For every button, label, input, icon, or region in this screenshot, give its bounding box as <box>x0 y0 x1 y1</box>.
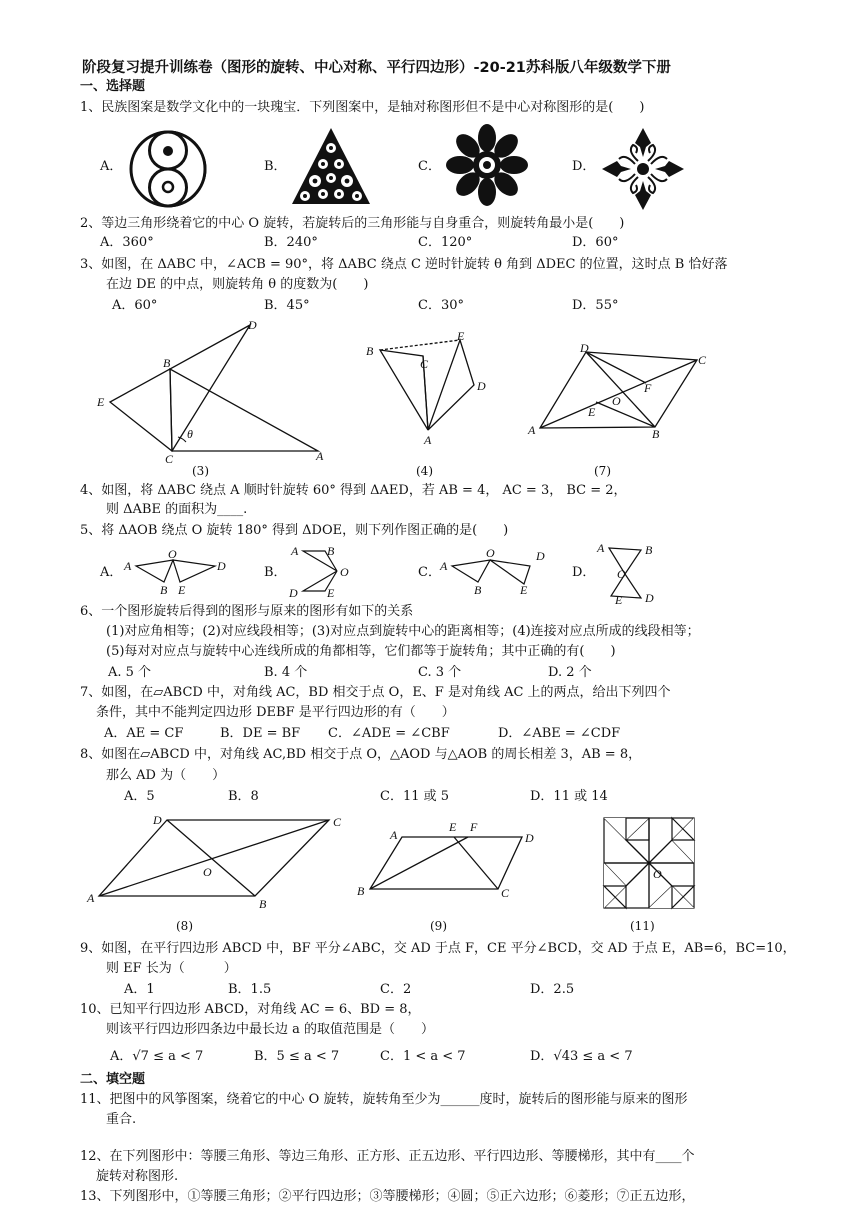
q5b-label-e: E <box>327 586 335 600</box>
fig9-label-f: F <box>470 820 478 834</box>
q5d-label-o: O <box>617 567 626 581</box>
figure-11-pinwheel <box>598 812 700 914</box>
q13-line1: 13、下列图形中，①等腰三角形；②平行四边形；③等腰梯形；④圆；⑤正六边形；⑥菱形；⑦正五边形， <box>80 1189 695 1204</box>
fig8-label-o: O <box>203 865 212 879</box>
page-title: 阶段复习提升训练卷（图形的旋转、中心对称、平行四边形）-20-21苏科版八年级数学下册 <box>82 60 671 76</box>
q5-option-b: B． <box>264 565 287 580</box>
figure-9-parallelogram <box>350 815 550 900</box>
q1-option-c: C． <box>418 159 441 174</box>
caption-fig4: (4) <box>416 464 433 478</box>
caption-fig11: (11) <box>630 919 655 933</box>
q2-option-b: B．240° <box>264 235 318 250</box>
pinwheel-flower-pattern <box>446 124 528 206</box>
fig4-label-b: B <box>366 344 374 358</box>
q5-figure-c <box>440 546 555 597</box>
q7-option-d: D．∠ABE = ∠CDF <box>498 726 621 741</box>
q5a-label-o: O <box>168 547 177 561</box>
q7-line1: 7、如图，在▱ABCD 中，对角线 AC，BD 相交于点 O，E、F 是对角线 AC 上的两点，给出下列四个 <box>80 685 671 700</box>
q8-option-a: A．5 <box>124 789 155 804</box>
q6-option-d: D. 2 个 <box>548 665 592 680</box>
fig3-label-theta: θ <box>187 427 193 441</box>
section-fill: 二、填空题 <box>80 1072 146 1087</box>
section-choice: 一、选择题 <box>80 79 146 94</box>
q7-option-b: B．DE = BF <box>220 726 301 741</box>
q5-figure-a <box>120 546 235 597</box>
q9-option-c: C．2 <box>380 982 412 997</box>
q8-option-c: C．11 或 5 <box>380 789 450 804</box>
q12-line2: 旋转对称图形. <box>96 1169 179 1184</box>
fig9-label-b: B <box>357 884 365 898</box>
fig9-label-d: D <box>525 831 534 845</box>
q5a-label-a: A <box>124 559 132 573</box>
fig9-label-e: E <box>449 820 457 834</box>
fig3-label-a: A <box>316 449 324 463</box>
fig7-label-e: E <box>588 405 596 419</box>
q3-option-a: A．60° <box>112 298 158 313</box>
fig7-label-c: C <box>698 353 707 367</box>
q1-option-a: A． <box>100 159 123 174</box>
q5c-label-o: O <box>486 546 495 560</box>
q2-stem: 2、等边三角形绕着它的中心 O 旋转，若旋转后的三角形能与自身重合，则旋转角最小是( ) <box>80 216 625 231</box>
q11-line1: 11、把图中的风筝图案，绕着它的中心 O 旋转，旋转角至少为______度时，旋转后的图形能与原来的图形 <box>80 1092 688 1107</box>
q9-option-d: D．2.5 <box>530 982 575 997</box>
q3-option-c: C．30° <box>418 298 464 313</box>
q5d-label-e: E <box>615 593 623 607</box>
fig8-label-b: B <box>259 897 267 911</box>
fig8-label-c: C <box>333 815 342 829</box>
q2-option-d: D．60° <box>572 235 619 250</box>
fig8-label-d: D <box>153 813 162 827</box>
fig7-label-o: O <box>612 394 621 408</box>
q6-line1: (1)对应角相等；(2)对应线段相等；(3)对应点到旋转中心的距离相等；(4)连接对应点所成的线段相等； <box>106 624 700 639</box>
fig7-label-a: A <box>528 423 536 437</box>
q5d-label-b: B <box>645 543 653 557</box>
q2-option-c: C．120° <box>418 235 473 250</box>
q2-option-a: A．360° <box>100 235 154 250</box>
q8-line1: 8、如图在▱ABCD 中，对角线 AC,BD 相交于点 O，△AOD 与△AOB 的周长相差 3，AB = 8， <box>80 747 642 762</box>
q5a-label-e: E <box>178 583 186 597</box>
q10-option-b: B．5 ≤ a < 7 <box>254 1049 340 1064</box>
figure-8-parallelogram <box>85 808 355 913</box>
q5-option-a: A． <box>100 565 123 580</box>
caption-fig3: (3) <box>192 464 209 478</box>
q5b-label-a: A <box>291 544 299 558</box>
fig7-label-b: B <box>652 427 660 441</box>
fig7-label-f: F <box>644 381 652 395</box>
q6-stem: 6、一个图形旋转后得到的图形与原来的图形有如下的关系 <box>80 604 414 619</box>
q6-option-b: B. 4 个 <box>264 665 308 680</box>
q5-figure-b <box>285 543 365 599</box>
q1-option-b: B． <box>264 159 287 174</box>
q8-line2: 那么 AD 为（ ） <box>106 768 226 783</box>
q6-line2: (5)每对对应点与旋转中心连线所成的角都相等，它们都等于旋转角；其中正确的有( ) <box>106 644 616 659</box>
fig3-label-b: B <box>163 356 171 370</box>
caption-fig7: (7) <box>594 464 611 478</box>
q5c-label-b: B <box>474 583 482 597</box>
caption-fig9: (9) <box>430 919 447 933</box>
q10-line2: 则该平行四边形四条边中最长边 a 的取值范围是（ ） <box>106 1022 435 1037</box>
fig3-label-e: E <box>97 395 105 409</box>
q3-line1: 3、如图，在 ΔABC 中，∠ACB = 90°，将 ΔABC 绕点 C 逆时针旋转 θ 角到 ΔDEC 的位置，这时点 B 恰好落 <box>80 257 728 272</box>
fig8-label-a: A <box>87 891 95 905</box>
q3-option-d: D．55° <box>572 298 619 313</box>
fig4-label-d: D <box>477 379 486 393</box>
fig7-label-d: D <box>580 341 589 355</box>
fig4-label-a: A <box>424 433 432 447</box>
q6-option-a: A. 5 个 <box>108 665 152 680</box>
q5c-label-d: D <box>536 549 545 563</box>
q9-option-b: B．1.5 <box>228 982 272 997</box>
q10-option-c: C．1 < a < 7 <box>380 1049 466 1064</box>
four-spade-pattern <box>600 126 686 212</box>
q10-line1: 10、已知平行四边形 ABCD，对角线 AC = 6、BD = 8， <box>80 1002 421 1017</box>
fig4-label-c: C <box>420 357 429 371</box>
q5d-label-d: D <box>645 591 654 605</box>
caption-fig8: (8) <box>176 919 193 933</box>
q9-line2: 则 EF 长为（ ） <box>106 961 237 976</box>
q8-option-b: B．8 <box>228 789 259 804</box>
q5a-label-b: B <box>160 583 168 597</box>
q5b-label-b: B <box>327 544 335 558</box>
q5d-label-a: A <box>597 541 605 555</box>
q10-option-d: D．√43 ≤ a < 7 <box>530 1049 633 1064</box>
q11-line2: 重合. <box>106 1112 137 1127</box>
q5-option-c: C． <box>418 565 441 580</box>
q5c-label-e: E <box>520 583 528 597</box>
q3-option-b: B．45° <box>264 298 310 313</box>
fig11-label-o: O <box>653 867 662 881</box>
fig9-label-a: A <box>390 828 398 842</box>
q7-option-c: C．∠ADE = ∠CBF <box>328 726 450 741</box>
q6-option-c: C. 3 个 <box>418 665 462 680</box>
q9-line1: 9、如图，在平行四边形 ABCD 中，BF 平分∠ABC，交 AD 于点 F，CE 平分∠BCD，交 AD 于点 E，AB=6，BC=10， <box>80 941 796 956</box>
q7-line2: 条件，其中不能判定四边形 DEBF 是平行四边形的有（ ） <box>96 705 455 720</box>
fig3-label-c: C <box>165 452 174 466</box>
q1-option-d: D． <box>572 159 596 174</box>
q5b-label-d: D <box>289 586 298 600</box>
fig4-label-e: E <box>457 329 465 343</box>
q7-option-a: A．AE = CF <box>104 726 184 741</box>
q5-option-d: D． <box>572 565 596 580</box>
yin-yang-pattern <box>128 129 208 209</box>
q4-line2: 则 ΔABE 的面积为____. <box>106 502 248 517</box>
figure-3-rotated-triangles <box>90 315 340 465</box>
q5-stem: 5、将 ΔAOB 绕点 O 旋转 180° 得到 ΔDOE，则下列作图正确的是( ) <box>80 523 509 538</box>
q5b-label-o: O <box>340 565 349 579</box>
q12-line1: 12、在下列图形中：等腰三角形、等边三角形、正方形、正五边形、平行四边形、等腰梯形，其中有____个 <box>80 1149 695 1164</box>
q5-figure-d <box>595 540 675 606</box>
fig9-label-c: C <box>501 886 510 900</box>
q3-line2: 在边 DE 的中点，则旋转角 θ 的度数为( ) <box>106 277 369 292</box>
q1-stem: 1、民族图案是数学文化中的一块瑰宝．下列图案中，是轴对称图形但不是中心对称图形的是( ) <box>80 100 645 115</box>
figure-4-rotated-triangles <box>360 328 500 458</box>
q9-option-a: A．1 <box>124 982 155 997</box>
fig3-label-d: D <box>248 318 257 332</box>
q4-line1: 4、如图，将 ΔABC 绕点 A 顺时针旋转 60° 得到 ΔAED，若 AB = 4， AC = 3， BC = 2， <box>80 483 627 498</box>
q8-option-d: D．11 或 14 <box>530 789 608 804</box>
q5c-label-a: A <box>440 559 448 573</box>
q5a-label-d: D <box>217 559 226 573</box>
figure-7-parallelogram <box>522 338 722 443</box>
flower-triangle-pattern <box>290 126 372 206</box>
q10-option-a: A．√7 ≤ a < 7 <box>110 1049 204 1064</box>
